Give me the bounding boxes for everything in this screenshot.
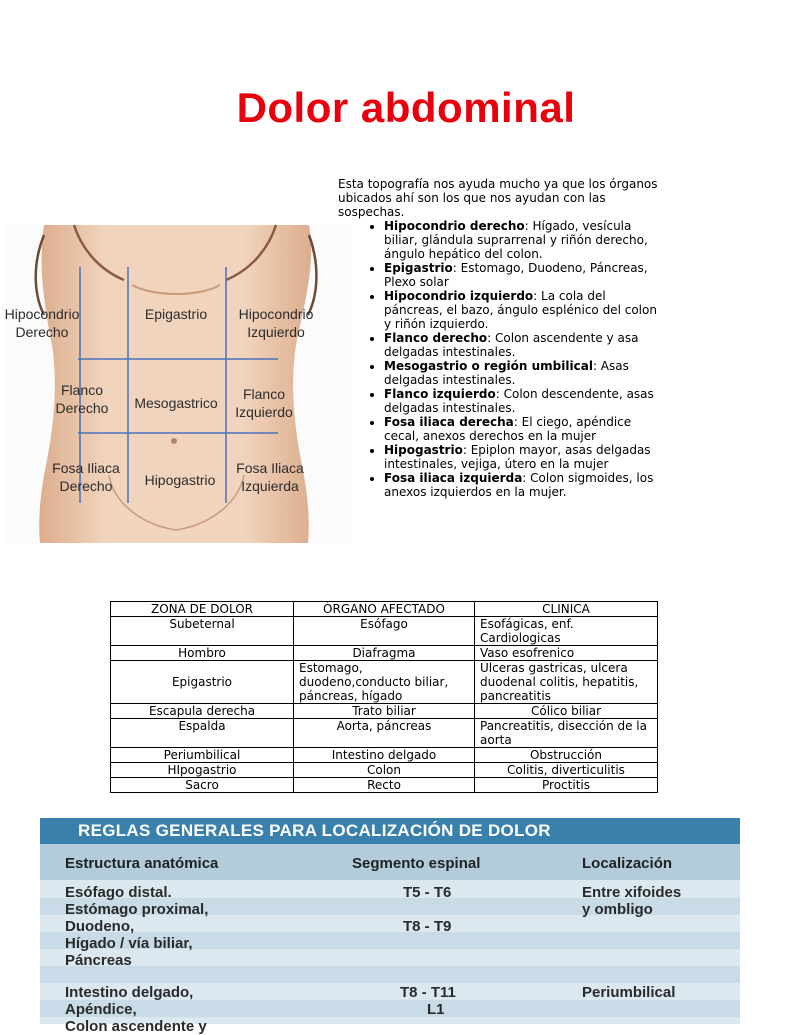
region-item <box>384 387 663 415</box>
region-item <box>384 471 663 499</box>
rules-structure: Intestino delgado, <box>65 984 194 1001</box>
region-list <box>338 219 663 499</box>
table-row <box>111 719 658 748</box>
label-flanco-izquierdo-1: Flanco <box>242 386 286 402</box>
region-desc: : Estomago, Duodeno, Páncreas, Plexo solar <box>384 261 648 289</box>
rules-segment: T8 - T9 <box>403 918 452 935</box>
table-cell: Pancreatitis, disección de la aorta <box>475 719 658 748</box>
table-row <box>111 704 658 719</box>
region-desc: : Hígado, vesícula biliar, glándula suprarrenal y riñón derecho, ángulo hepático del colon. <box>384 219 648 261</box>
region-term: Hipocondrio derecho <box>384 219 525 233</box>
table-cell: Subeternal <box>111 617 294 646</box>
pain-zone-table <box>110 601 658 793</box>
region-desc: : Colon ascendente y asa delgadas intestinales. <box>384 331 639 359</box>
region-item <box>384 415 663 443</box>
rules-structure: Esófago distal. <box>65 884 172 901</box>
region-item <box>384 443 663 471</box>
table-cell: Epigastrio <box>111 661 294 704</box>
pain-rules-image <box>40 818 740 1035</box>
rules-structure: Estómago proximal, <box>65 901 209 918</box>
label-fosa-iliaca-derecha-1: Fosa Iliaca <box>52 460 120 476</box>
label-hipocondrio-izquierdo-1: Hipocondrio <box>238 306 314 322</box>
rules-structure: Colon ascendente y <box>65 1018 207 1035</box>
label-hipocondrio-izquierdo-2: Izquierdo <box>247 324 305 340</box>
rules-location: y ombligo <box>582 901 653 918</box>
label-fosa-iliaca-derecha-2: Derecho <box>59 478 113 494</box>
label-hipogastrio: Hipogastrio <box>144 472 216 488</box>
page-title: Dolor abdominal <box>236 84 576 131</box>
table-cell: Ulceras gastricas, ulcera duodenal colitis, hepatitis, pancreatitis <box>475 661 658 704</box>
navel <box>171 438 177 444</box>
region-desc: : Epiplon mayor, asas delgadas intestinales, vejiga, útero en la mujer <box>384 443 651 471</box>
table-cell: Vaso esofrenico <box>475 646 658 661</box>
table-cell: Esofágicas, enf. Cardiologicas <box>475 617 658 646</box>
table-cell: Trato biliar <box>294 704 475 719</box>
region-desc: : La cola del páncreas, el bazo, ángulo esplénico del colon y riñón izquierdo. <box>384 289 657 331</box>
region-term: Fosa iliaca izquierda <box>384 471 523 485</box>
label-hipocondrio-derecho-1: Hipocondrio <box>4 306 80 322</box>
region-term: Fosa iliaca derecha <box>384 415 514 429</box>
region-item <box>384 219 663 261</box>
table-row <box>111 763 658 778</box>
label-flanco-derecho-2: Derecho <box>55 400 109 416</box>
column-header: ÓRGANO AFECTADO <box>294 602 475 617</box>
table-cell: Aorta, páncreas <box>294 719 475 748</box>
table-cell: HIpogastrio <box>111 763 294 778</box>
region-item <box>384 359 663 387</box>
rules-row-band <box>40 1000 740 1017</box>
region-desc: : El ciego, apéndice cecal, anexos derechos en la mujer <box>384 415 632 443</box>
rules-segment: T5 - T6 <box>403 884 452 901</box>
rules-location: Periumbilical <box>582 984 676 1001</box>
table-cell: Sacro <box>111 778 294 793</box>
rules-column-segment: Segmento espinal <box>352 855 481 872</box>
rules-column-structure: Estructura anatómica <box>65 855 219 872</box>
rules-structure: Apéndice, <box>65 1001 137 1018</box>
intro-paragraph: Esta topografía nos ayuda mucho ya que los órganos ubicados ahí son los que nos ayudan con las sospechas. <box>338 177 658 219</box>
label-fosa-iliaca-izquierda-1: Fosa Iliaca <box>236 460 304 476</box>
column-header: ZONA DE DOLOR <box>111 602 294 617</box>
table-cell: Colitis, diverticulitis <box>475 763 658 778</box>
table-row <box>111 646 658 661</box>
label-flanco-derecho-1: Flanco <box>60 382 104 398</box>
region-term: Epigastrio <box>384 261 453 275</box>
table-header-row <box>111 602 658 617</box>
table-cell: Proctitis <box>475 778 658 793</box>
table-cell: Hombro <box>111 646 294 661</box>
label-flanco-izquierdo-2: Izquierdo <box>235 404 293 420</box>
label-epigastrio: Epigastrio <box>144 306 208 322</box>
table-cell: Colon <box>294 763 475 778</box>
region-term: Flanco derecho <box>384 331 488 345</box>
table-cell: Estomago, duodeno,conducto biliar, páncreas, hígado <box>294 661 475 704</box>
table-row <box>111 778 658 793</box>
abdomen-figure <box>4 225 352 543</box>
table-cell: Espalda <box>111 719 294 748</box>
table-cell: Intestino delgado <box>294 748 475 763</box>
region-item <box>384 289 663 331</box>
table-row <box>111 661 658 704</box>
rules-column-location: Localización <box>582 855 673 872</box>
region-term: Mesogastrio o región umbilical <box>384 359 593 373</box>
region-term: Hipogastrio <box>384 443 463 457</box>
rules-location: Entre xifoides <box>582 884 682 901</box>
rules-segment: T8 - T11 <box>400 984 456 1001</box>
table-cell: Esófago <box>294 617 475 646</box>
rules-column-headers <box>40 844 740 880</box>
intro-section <box>338 177 663 499</box>
rules-segment: L1 <box>427 1001 445 1018</box>
rules-structure: Páncreas <box>65 952 132 969</box>
table-cell: Recto <box>294 778 475 793</box>
rules-structure: Duodeno, <box>65 918 135 935</box>
table-cell: Diafragma <box>294 646 475 661</box>
table-row <box>111 617 658 646</box>
region-desc: : Colon descendente, asas delgadas intestinales. <box>384 387 654 415</box>
rules-structure: Hígado / vía biliar, <box>65 935 193 952</box>
table-cell: Obstrucción <box>475 748 658 763</box>
region-term: Hipocondrio izquierdo <box>384 289 534 303</box>
region-term: Flanco izquierdo <box>384 387 496 401</box>
table-cell: Cólico biliar <box>475 704 658 719</box>
column-header: CLINICA <box>475 602 658 617</box>
label-mesogastrico: Mesogastrico <box>134 395 218 411</box>
table-row <box>111 748 658 763</box>
table-cell: Periumbilical <box>111 748 294 763</box>
region-desc: : Asas delgadas intestinales. <box>384 359 629 387</box>
table-cell: Escapula derecha <box>111 704 294 719</box>
abdomen-illustration <box>4 225 352 543</box>
rules-heading: REGLAS GENERALES PARA LOCALIZACIÓN DE DOLOR <box>40 818 740 844</box>
label-fosa-iliaca-izquierda-2: Izquierda <box>241 478 299 494</box>
rules-row-band <box>40 966 740 983</box>
region-item <box>384 261 663 289</box>
region-desc: : Colon sigmoides, los anexos izquierdos en la mujer. <box>384 471 654 499</box>
label-hipocondrio-derecho-2: Derecho <box>15 324 69 340</box>
region-item <box>384 331 663 359</box>
